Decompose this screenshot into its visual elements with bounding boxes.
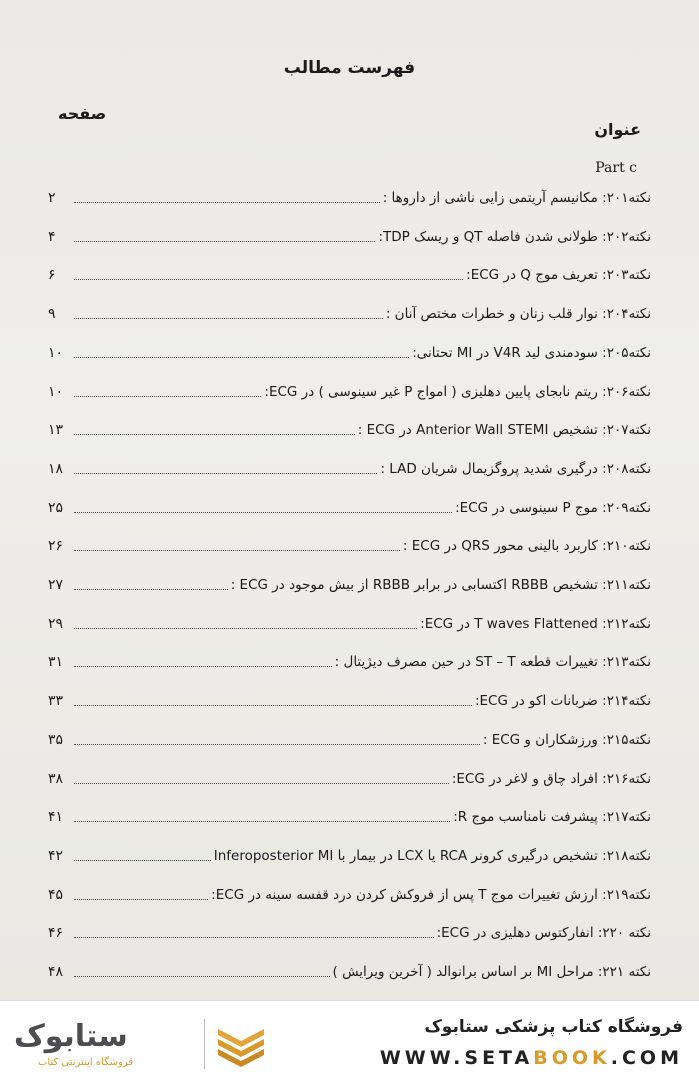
dot-leader: [74, 202, 380, 203]
entry-page-number: ۲۷: [48, 577, 64, 593]
dot-leader: [74, 744, 480, 745]
dot-leader: [74, 473, 377, 474]
entry-title: نکته۲۰۱: مکانیسم آریتمی زایی ناشی از داروها :: [382, 190, 651, 206]
toc-entry[interactable]: [48, 609, 651, 633]
dot-leader: [74, 783, 449, 784]
entry-page-number: ۹: [48, 306, 56, 323]
entry-page-number: ۴: [48, 228, 56, 245]
entry-title: نکته ۲۲۱: مراحل MI بر اساس برانوالد ( آخرین ویرایش ): [332, 964, 651, 980]
dot-leader: [74, 396, 261, 397]
dot-leader: [74, 976, 330, 977]
entry-page-number: ۲۶: [48, 538, 64, 555]
toc-entry[interactable]: [48, 222, 651, 246]
entry-title: نکته ۲۲۰: انفارکتوس دهلیزی در ECG:: [436, 925, 651, 942]
entry-title: نکته۲۱۶: افراد چاق و لاغر در ECG:: [451, 770, 651, 787]
entry-title: نکته۲۱۵: ورزشکاران و ECG :: [482, 731, 651, 748]
footer-banner: [0, 1000, 699, 1081]
toc-entry[interactable]: [48, 299, 651, 323]
entry-page-number: ۴۸: [48, 964, 64, 980]
dot-leader: [74, 821, 450, 822]
dot-leader: [74, 937, 434, 938]
entry-title: نکته۲۱۱: تشخیص RBBB اکتسابی در برابر RBBB از بیش موجود در ECG :: [230, 577, 651, 593]
book-stack-icon: [214, 1021, 268, 1069]
logo-subtitle: فروشگاه اینترنتی کتاب: [38, 1057, 134, 1068]
dot-leader: [74, 589, 228, 590]
entry-title: نکته۲۱۳: تغییرات قطعه ST – T در حین مصرف دیژیتال :: [334, 654, 651, 671]
dot-leader: [74, 279, 463, 280]
entry-title: نکته۲۰۹: موج P سینوسی در ECG:: [455, 499, 651, 516]
dot-leader: [74, 666, 332, 667]
entry-page-number: ۱۰: [48, 383, 64, 400]
toc-entry[interactable]: [48, 918, 651, 942]
toc-entry[interactable]: [48, 377, 651, 401]
entry-page-number: ۶: [48, 267, 56, 284]
entry-page-number: ۳۸: [48, 770, 64, 787]
dot-leader: [74, 434, 355, 435]
entry-page-number: ۳۵: [48, 731, 64, 748]
entry-page-number: ۲۹: [48, 615, 64, 632]
entry-page-number: ۴۵: [48, 886, 64, 903]
dot-leader: [74, 241, 375, 242]
entry-page-number: ۲: [48, 190, 56, 206]
dot-leader: [74, 899, 208, 900]
entry-page-number: ۴۶: [48, 925, 64, 942]
toc-entry[interactable]: [48, 415, 651, 439]
toc-entry[interactable]: [48, 260, 651, 284]
entry-title: نکته۲۱۲: T waves Flattened در ECG:: [420, 615, 651, 632]
toc-entry[interactable]: [48, 764, 651, 788]
toc-entry[interactable]: [48, 531, 651, 555]
toc-entry[interactable]: [48, 183, 651, 207]
entry-title: نکته۲۰۷: تشخیص Anterior Wall STEMI در ECG :: [357, 422, 651, 439]
entry-title: نکته۲۰۵: سودمندی لید V4R در MI تحتانی:: [412, 344, 651, 361]
entry-title: نکته۲۰۶: ریتم نابجای پایین دهلیزی ( امواج P غیر سینوسی ) در ECG:: [264, 383, 651, 400]
toc-entry[interactable]: [48, 338, 651, 362]
logo-divider: [204, 1019, 205, 1069]
shop-name: فروشگاه کتاب پزشکی ستابوک: [424, 1017, 683, 1037]
entry-page-number: ۴۲: [48, 847, 64, 864]
entry-title: نکته۲۰۳: تعریف موج Q در ECG:: [466, 267, 651, 284]
toc-entry[interactable]: [48, 880, 651, 904]
toc-entry[interactable]: [48, 647, 651, 671]
entry-title: نکته۲۰۸: درگیری شدید پروگزیمال شریان LAD :: [380, 460, 651, 477]
entry-title: نکته۲۱۸: تشخیص درگیری کرونر RCA یا LCX در بیمار با Inferoposterior MI: [213, 847, 651, 864]
dot-leader: [74, 357, 409, 358]
dot-leader: [74, 860, 211, 861]
page-column-header: صفحه: [58, 104, 107, 123]
entry-page-number: ۱۳: [48, 422, 64, 439]
entry-title: نکته۲۱۰: کاربرد بالینی محور QRS در ECG :: [402, 538, 651, 555]
dot-leader: [74, 512, 452, 513]
title-column-header: عنوان: [594, 120, 641, 139]
toc-entry[interactable]: [48, 493, 651, 517]
url-prefix: WWW.SETA: [379, 1047, 534, 1069]
part-label: Part c: [595, 160, 637, 176]
entry-page-number: ۱۰: [48, 344, 64, 361]
entry-page-number: ۲۵: [48, 499, 64, 516]
entry-title: نکته۲۱۷: پیشرفت نامناسب موج R:: [453, 809, 651, 826]
entry-page-number: ۱۸: [48, 460, 64, 477]
entry-title: نکته۲۰۴: نوار قلب زنان و خطرات مختص آنان :: [385, 306, 651, 323]
toc-heading: فهرست مطالب: [283, 58, 416, 78]
toc-entry[interactable]: [48, 686, 651, 710]
toc-entry[interactable]: [48, 802, 651, 826]
entry-title: نکته۲۰۲: طولانی شدن فاصله QT و ریسک TDP:: [378, 228, 651, 245]
entry-page-number: ۴۱: [48, 809, 64, 826]
entry-title: نکته۲۱۴: ضربانات اکو در ECG:: [474, 693, 651, 710]
toc-entry[interactable]: [48, 570, 651, 594]
setabook-logo: [14, 1019, 274, 1071]
shop-url[interactable]: [380, 1047, 683, 1069]
dot-leader: [74, 318, 383, 319]
entry-title: نکته۲۱۹: ارزش تغییرات موج T پس از فروکش کردن درد قفسه سینه در ECG:: [211, 886, 651, 903]
dot-leader: [74, 705, 472, 706]
dot-leader: [74, 550, 400, 551]
toc-entry[interactable]: [48, 841, 651, 865]
logo-wordmark: ستابوک: [14, 1019, 128, 1054]
entry-page-number: ۳۳: [48, 693, 64, 710]
toc-entry[interactable]: [48, 957, 651, 981]
dot-leader: [74, 628, 417, 629]
toc-entry[interactable]: [48, 454, 651, 478]
url-suffix: .COM: [610, 1047, 683, 1069]
url-highlight: BOOK: [533, 1047, 611, 1069]
toc-entry[interactable]: [48, 725, 651, 749]
entry-page-number: ۳۱: [48, 654, 64, 671]
